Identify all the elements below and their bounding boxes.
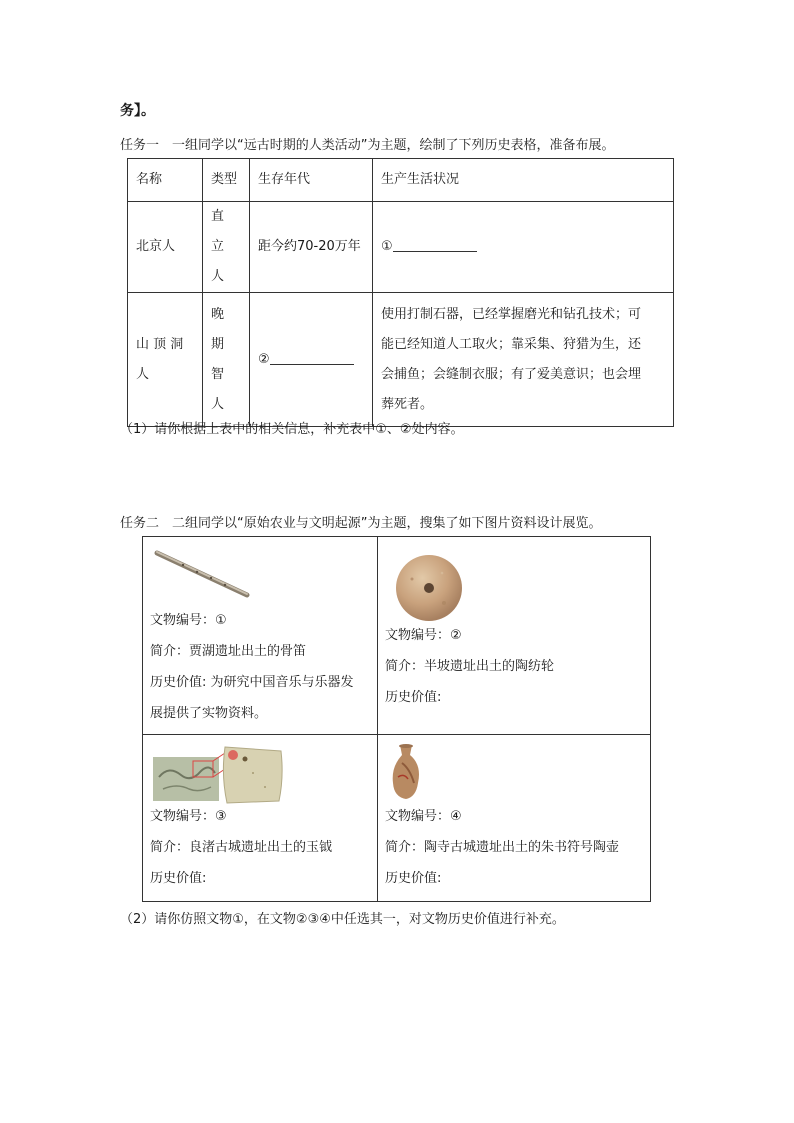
answer-blank[interactable] [393,237,477,252]
relic-intro: 简介：贾湖遗址出土的骨笛 [150,644,307,659]
task2-intro: 任务二 二组同学以“原始农业与文明起源”为主题，搜集了如下图片资料设计展览。 [120,516,602,531]
bone-flute-image [153,547,253,599]
cell-life-line: 葬死者。 [381,396,434,412]
cell-name-line: 人 [136,366,150,382]
relic-number: 文物编号：④ [385,809,462,824]
relic-intro: 简介：良渚古城遗址出土的玉钺 [150,840,333,855]
cell-life [373,293,674,427]
jade-axe-image [153,743,285,805]
relic-card [143,537,378,735]
cell-type-line: 人 [211,269,225,284]
relic-value: 历史价值: [385,690,442,705]
header-name: 名称 [128,159,203,202]
relic-table [142,536,651,902]
cell-era [250,293,373,427]
cell-type [203,202,250,293]
relic-value: 展提供了实物资料。 [150,706,268,721]
pottery-pot-image [388,741,424,801]
table-header-row [128,159,674,202]
blank-marker: ② [258,351,270,367]
relic-value: 历史价值: [150,871,207,886]
question-1: （1）请你根据上表中的相关信息，补充表中①、②处内容。 [120,422,464,437]
answer-blank[interactable] [270,350,354,365]
cell-life-line: 能已经知道人工取火；靠采集、狩猎为生，还 [381,336,642,352]
task1-intro: 任务一 一组同学以“远古时期的人类活动”为主题，绘制了下列历史表格，准备布展。 [120,138,615,153]
header-life: 生产生活状况 [373,159,674,202]
blank-marker: ① [381,239,393,254]
cell-life-line: 会捕鱼；会缝制衣服；有了爱美意识；也会埋 [381,366,642,382]
header-type: 类型 [203,159,250,202]
cell-era: 距今约70-20万年 [250,202,373,293]
table-row [128,202,674,293]
relic-number: 文物编号：② [385,628,462,643]
header-era: 生存年代 [250,159,373,202]
relic-intro: 简介：半坡遗址出土的陶纺轮 [385,659,555,674]
header-fragment: 务】。 [120,103,155,119]
cell-name: 北京人 [128,202,203,293]
relic-value: 历史价值: [385,871,442,886]
relic-intro: 简介：陶寺古城遗址出土的朱书符号陶壶 [385,840,620,855]
cell-name [128,293,203,427]
cell-life-line: 使用打制石器，已经掌握磨光和钻孔技术；可 [381,306,642,322]
cell-type-line: 晚 期 [211,306,225,352]
spindle-whorl-image [392,551,466,625]
relic-card [378,735,651,902]
table-row [128,293,674,427]
relic-card [378,537,651,735]
cell-name-line: 山 顶 洞 [136,336,184,352]
relic-number: 文物编号：① [150,613,227,628]
relic-card [143,735,378,902]
cell-life [373,202,674,293]
question-2: （2）请你仿照文物①，在文物②③④中任选其一，对文物历史价值进行补充。 [120,912,565,927]
cell-type-line: 直 立 [211,209,225,254]
relic-number: 文物编号：③ [150,809,227,824]
cell-type-line: 智 人 [211,366,225,412]
cell-type [203,293,250,427]
relic-value: 历史价值: 为研究中国音乐与乐器发 [150,675,354,690]
history-table [127,158,674,427]
